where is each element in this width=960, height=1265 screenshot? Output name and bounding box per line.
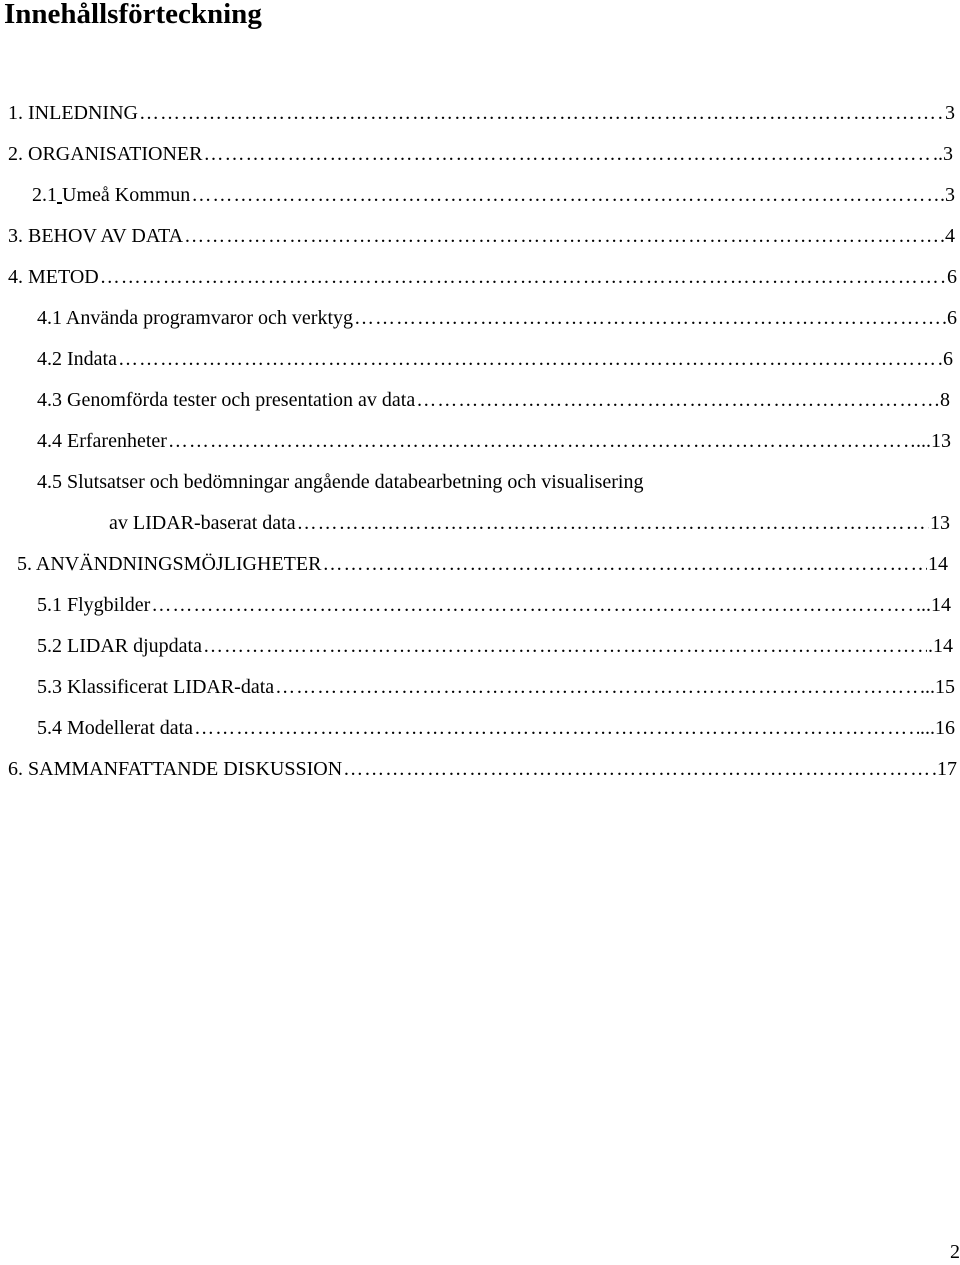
toc-entry-4-5-line2 <box>109 511 950 535</box>
toc-page-number: 14 <box>928 553 948 575</box>
toc-leader <box>416 388 939 412</box>
toc-leader <box>191 183 939 207</box>
toc-label: 4.4 Erfarenheter <box>37 430 167 452</box>
toc-entry-5-3 <box>37 675 955 699</box>
toc-page-number: 3 <box>945 102 955 124</box>
toc-page-number: ...14 <box>916 594 951 616</box>
toc-entry-4-2 <box>37 347 953 371</box>
toc-leader <box>275 675 919 699</box>
toc-page-number: ...15 <box>920 676 955 698</box>
toc-entry-4 <box>8 265 957 289</box>
toc-label: 3. BEHOV AV DATA <box>8 225 184 247</box>
toc-label <box>32 183 190 207</box>
toc-label: 5.2 LIDAR djupdata <box>37 635 202 657</box>
toc-entry-4-4 <box>37 429 951 453</box>
toc-leader <box>354 306 941 330</box>
toc-label: av LIDAR-baserat data <box>109 512 296 534</box>
toc-label: 4.1 Använda programvaror och verktyg <box>37 307 354 329</box>
toc-entry-3 <box>8 224 955 248</box>
toc-label-number: 2.1 <box>32 184 57 206</box>
toc-label: 6. SAMMANFATTANDE DISKUSSION <box>8 758 343 780</box>
toc-page-number: 6 <box>943 348 953 370</box>
toc-page-number: 17 <box>937 758 957 780</box>
toc-leader <box>297 511 929 535</box>
toc-leader <box>118 347 942 371</box>
toc-entry-2-1 <box>32 183 955 207</box>
toc-label: 5. ANVÄNDNINGSMÖJLIGHETER <box>17 553 322 575</box>
toc-leader <box>139 101 944 125</box>
toc-entry-6 <box>8 757 957 781</box>
toc-page-number: ...13 <box>916 430 951 452</box>
toc-entry-2 <box>8 142 953 166</box>
toc-leader <box>184 224 939 248</box>
toc-label: 4.3 Genomförda tester och presentation av data <box>37 389 416 411</box>
toc-entry-5-4 <box>37 716 955 740</box>
page-title: Innehållsförteckning <box>4 0 262 30</box>
toc-page-number: ...16 <box>920 717 955 739</box>
toc-entry-5 <box>17 552 948 576</box>
toc-page-number: 13 <box>930 512 950 534</box>
toc-page-number: 8 <box>940 389 950 411</box>
toc-leader <box>343 757 936 781</box>
toc-entry-4-1 <box>37 306 957 330</box>
toc-leader <box>151 593 915 617</box>
toc-label-text: Umeå Kommun <box>62 184 191 206</box>
toc-page-number: .4 <box>940 225 955 247</box>
toc-label: 5.3 Klassificerat LIDAR-data <box>37 676 275 698</box>
toc-entry-1 <box>8 101 955 125</box>
toc-label: 4.2 Indata <box>37 348 117 370</box>
toc-leader <box>322 552 927 576</box>
toc-leader <box>203 142 932 166</box>
toc-leader <box>168 429 915 453</box>
toc-page-number: 6 <box>947 266 957 288</box>
toc-label: 2. ORGANISATIONER <box>8 143 203 165</box>
toc-page-number: .3 <box>940 184 955 206</box>
toc-leader <box>100 265 946 289</box>
toc-page-number: .14 <box>928 635 953 657</box>
toc-entry-4-3 <box>37 388 950 412</box>
page-number: 2 <box>950 1241 960 1263</box>
toc-entry-5-1 <box>37 593 951 617</box>
toc-leader <box>203 634 927 658</box>
toc-label: 4. METOD <box>8 266 99 288</box>
toc-page-number: ..3 <box>933 143 953 165</box>
toc-label: 5.4 Modellerat data <box>37 717 194 739</box>
toc-label: 1. INLEDNING <box>8 102 138 124</box>
toc-label: 5.1 Flygbilder <box>37 594 151 616</box>
toc-leader <box>194 716 919 740</box>
toc-entry-5-2 <box>37 634 953 658</box>
toc-entry-4-5-line1: 4.5 Slutsatser och bedömningar angående databearbetning och visualisering <box>37 471 644 493</box>
toc-page-number: .6 <box>942 307 957 329</box>
